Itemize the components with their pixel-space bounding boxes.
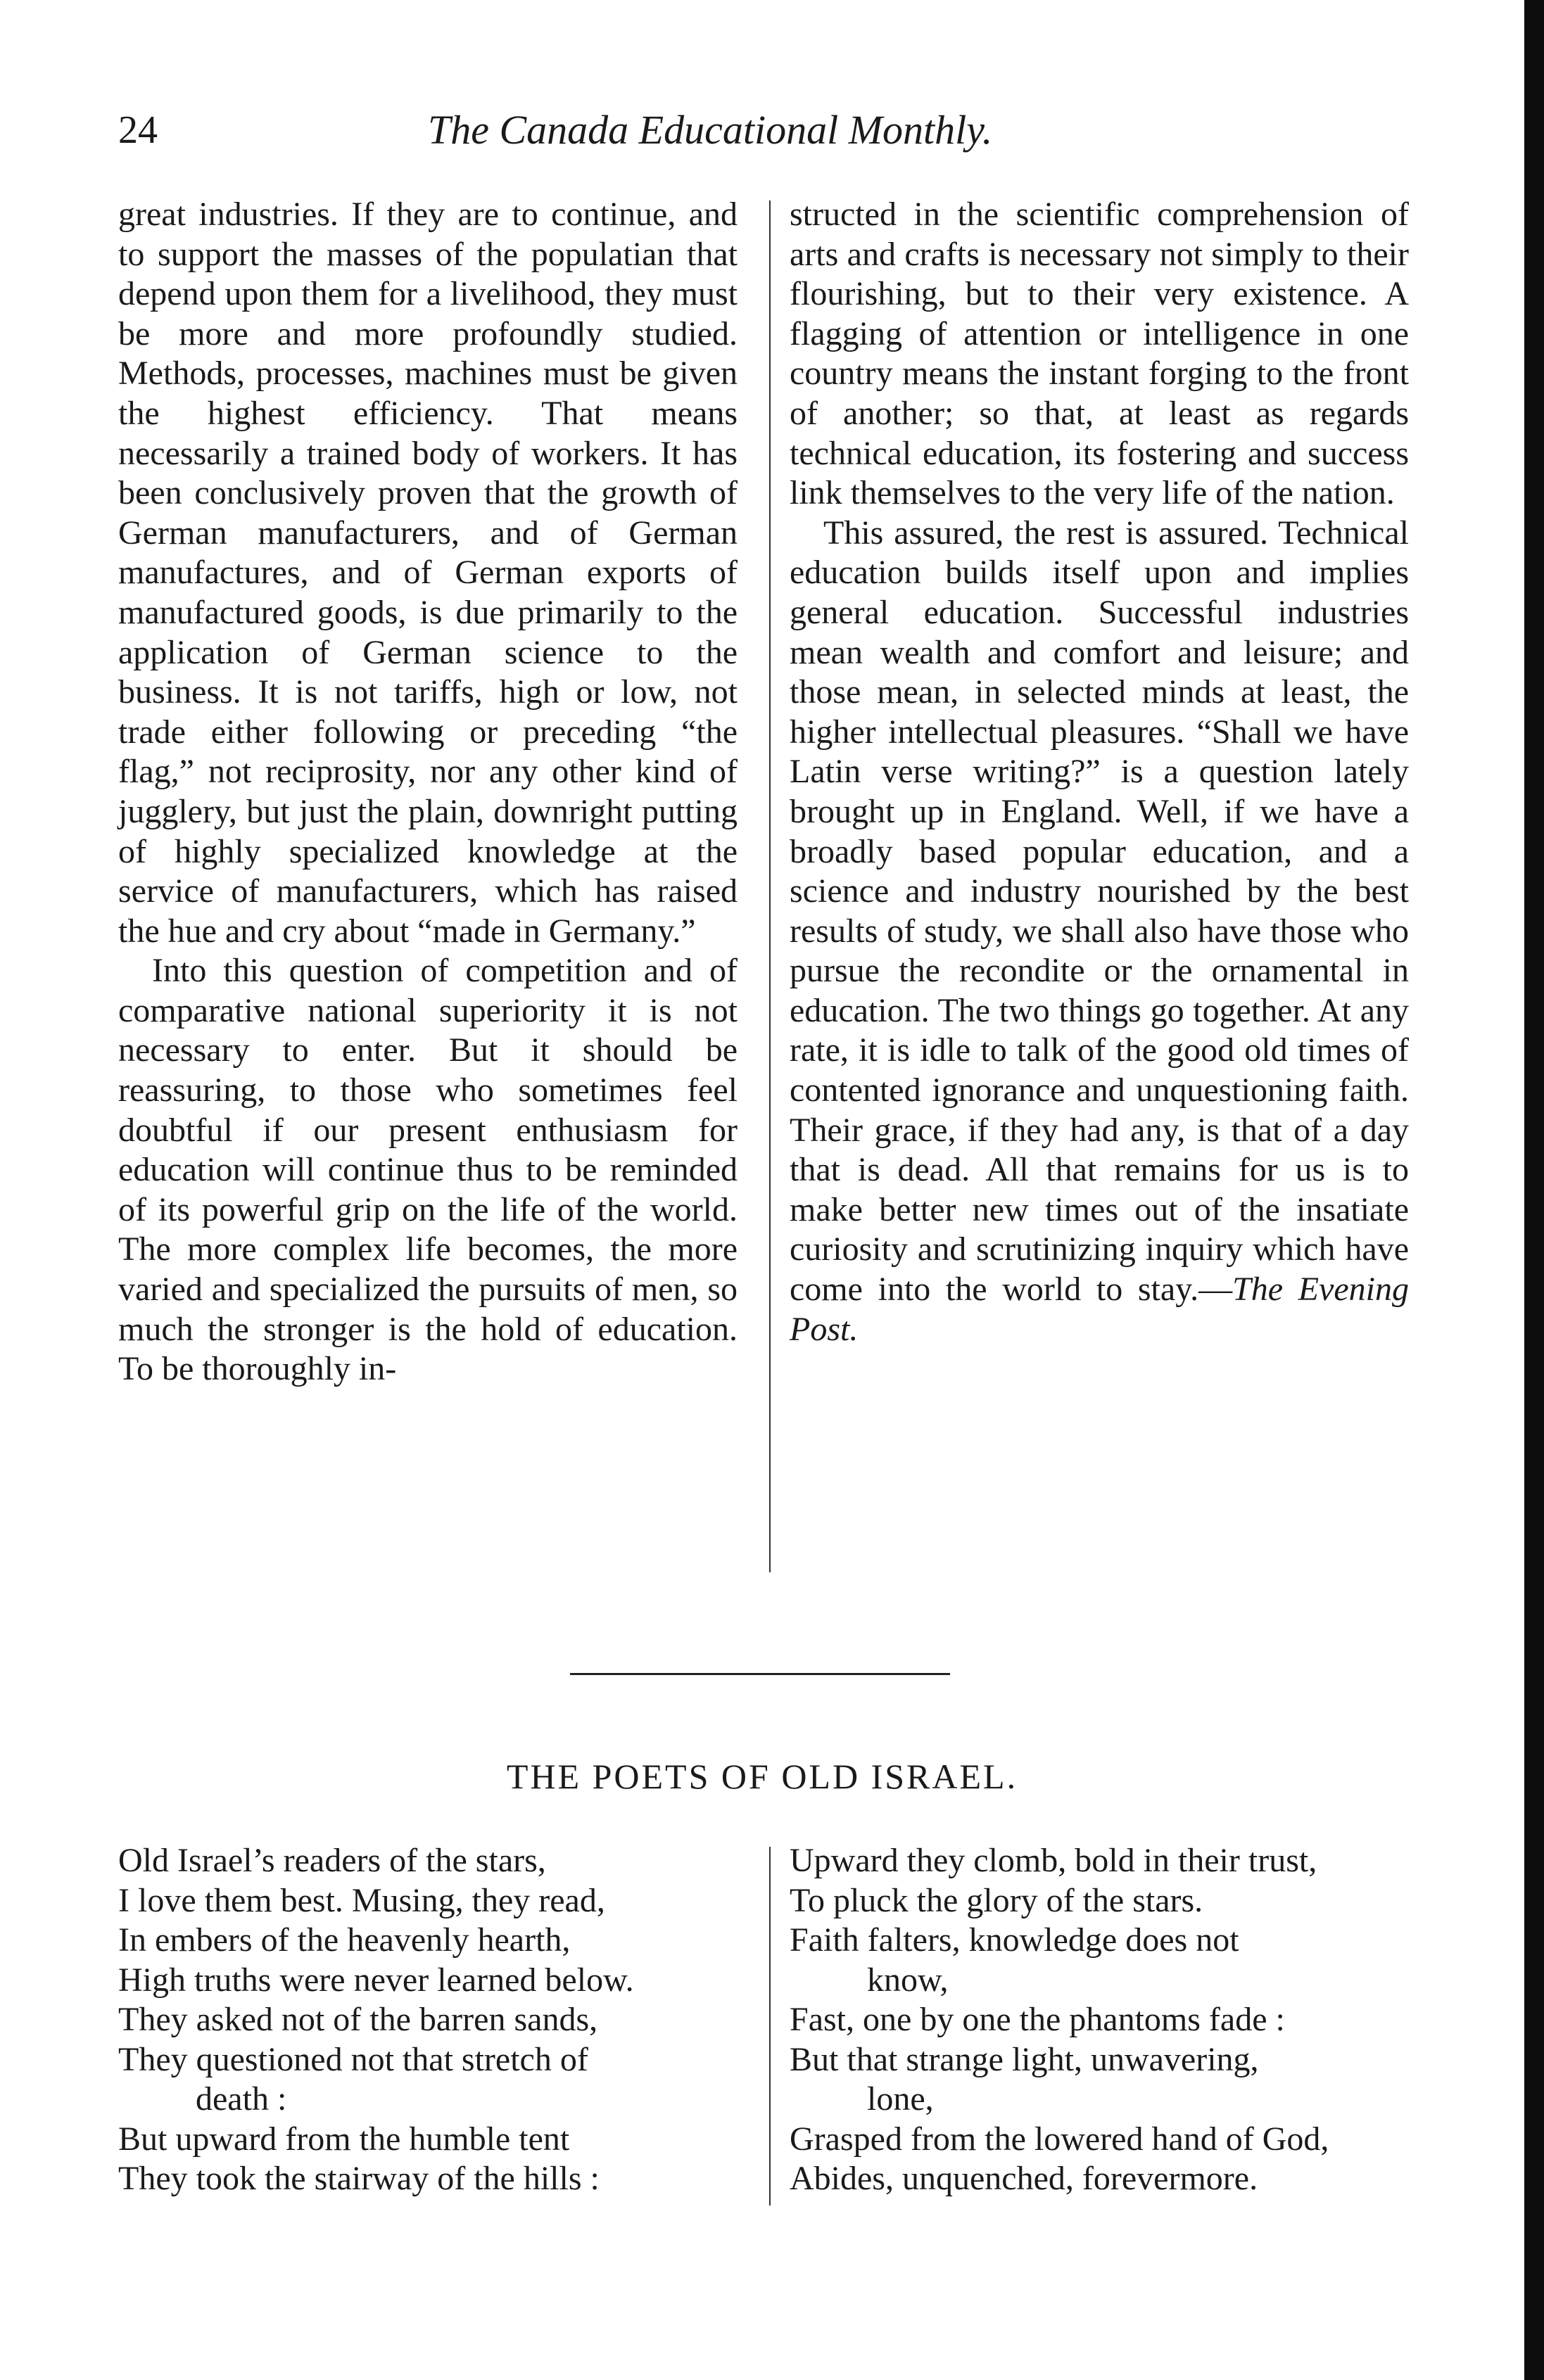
page-number: 24 bbox=[118, 108, 158, 152]
poem-title: THE POETS OF OLD ISRAEL. bbox=[506, 1757, 1018, 1796]
poem-line: Abides, unquenched, forevermore. bbox=[790, 2160, 1258, 2197]
article-paragraph: great industries. If they are to continue, and to support the masses of the populatian that depend upon them for a livelihood, they must be more and more profoundly studied. Methods, processes, machines must be given the highest efficiency. That means necessarily a trained body of workers. It has been conclusively proven that the growth of German manufacturers, and of German manufactures, and of German exports of manufactured goods, is due primarily to the application of German science to the business. It is not tariffs, high or low, not trade either following or preceding “the flag,” not reciprosity, nor any other kind of jugglery, but just the plain, downright putting of highly specialized knowledge at the service of manufacturers, which has raised the hue and cry about “made in Germany.” bbox=[118, 196, 738, 950]
poem-line: They questioned not that stretch of bbox=[118, 2040, 588, 2078]
column-divider bbox=[769, 201, 771, 1572]
article-paragraph-final bbox=[790, 514, 1409, 1349]
section-divider bbox=[570, 1673, 950, 1675]
poem-line: But upward from the humble tent bbox=[118, 2120, 570, 2158]
poem-line: But that strange light, unwavering, bbox=[790, 2040, 1259, 2078]
poem-line: High truths were never learned below. bbox=[118, 1961, 634, 1999]
poem-column-divider bbox=[769, 1847, 771, 2206]
page-header bbox=[118, 98, 1146, 162]
article-left-column bbox=[118, 195, 738, 1389]
poem-line: To pluck the glory of the stars. bbox=[790, 1881, 1203, 1919]
article-paragraph: Into this question of competition and of comparative national superiority it is not necessary to enter. But it should be reassuring, to those who sometimes feel doubtful if our present enthusiasm for education will continue thus to be reminded of its powerful grip on the life of the world. The more complex life becomes, the more varied and specialized the pursuits of men, so much the stronger is the hold of education. To be thoroughly in- bbox=[118, 952, 738, 1388]
running-title: The Canada Educational Monthly. bbox=[428, 107, 993, 153]
page-edge-shadow bbox=[1524, 0, 1544, 2380]
poem-line: In embers of the heavenly hearth, bbox=[118, 1921, 571, 1959]
poem-line: death : bbox=[196, 2080, 287, 2118]
poem-line: Faith falters, knowledge does not bbox=[790, 1921, 1239, 1959]
poem-line: They took the stairway of the hills : bbox=[118, 2160, 600, 2197]
poem-line: lone, bbox=[867, 2080, 934, 2118]
poem-line: Grasped from the lowered hand of God, bbox=[790, 2120, 1329, 2158]
article-paragraph: structed in the scientific comprehension of arts and crafts is necessary not simply to their flourishing, but to their very existence. A flagging of attention or intelligence in one country means the instant forging to the front of another; so that, at least as regards technical education, its fostering and success link themselves to the very life of the nation. bbox=[790, 196, 1409, 512]
poem-line: know, bbox=[867, 1961, 949, 1999]
poem-line: Upward they clomb, bold in their trust, bbox=[790, 1842, 1317, 1879]
article-paragraph-text: This assured, the rest is assured. Technical education builds itself upon and implies general education. Successful industries mean wealth and comfort and leisure; and those mean, in selected minds at least, the higher intellectual pleasures. “Shall we have Latin verse writing?” is a question lately brought up in England. Well, if we have a broadly based popular education, and a science and industry nourished by the best results of study, we shall also have those who pursue the recondite or the ornamental in education. The two things go together. At any rate, it is idle to talk of the good old times of contented ignorance and unquestioning faith. Their grace, if they had any, is that of a day that is dead. All that remains for us is to make better new times out of the insatiate curiosity and scrutinizing inquiry which have come into the world to stay.— bbox=[790, 514, 1409, 1309]
poem-line: Fast, one by one the phantoms fade : bbox=[790, 2001, 1285, 2038]
poem-right-column bbox=[790, 1841, 1423, 2199]
poem-line: Old Israel’s readers of the stars, bbox=[118, 1842, 546, 1879]
poem-line: I love them best. Musing, they read, bbox=[118, 1881, 605, 1919]
poem-line: They asked not of the barren sands, bbox=[118, 2001, 598, 2038]
article-attribution: The Evening Post. bbox=[790, 1271, 1410, 1348]
article-right-column bbox=[790, 195, 1409, 1349]
poem-left-column bbox=[118, 1841, 752, 2199]
